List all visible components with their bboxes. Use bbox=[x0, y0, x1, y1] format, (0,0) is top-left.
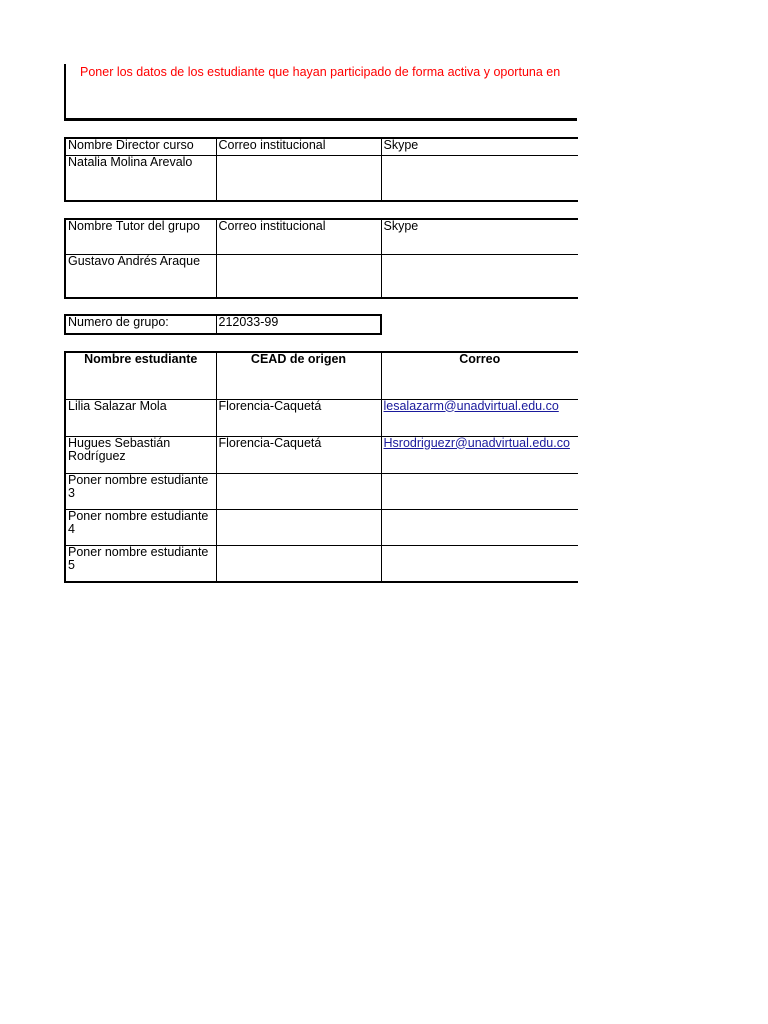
student-email-link[interactable]: lesalazarm@unadvirtual.edu.co bbox=[383, 399, 559, 413]
director-skype bbox=[381, 155, 578, 201]
student-name: Poner nombre estudiante 5 bbox=[65, 545, 216, 582]
students-header-email: Correo bbox=[381, 352, 578, 399]
student-email-cell bbox=[381, 473, 578, 509]
director-header-row bbox=[65, 138, 578, 155]
group-table bbox=[64, 314, 382, 335]
director-email bbox=[216, 155, 381, 201]
student-name: Poner nombre estudiante 3 bbox=[65, 473, 216, 509]
student-cead: Florencia-Caquetá bbox=[216, 436, 381, 473]
student-cead bbox=[216, 473, 381, 509]
tutor-name: Gustavo Andrés Araque bbox=[65, 254, 216, 298]
student-name: Poner nombre estudiante 4 bbox=[65, 509, 216, 545]
student-cead: Florencia-Caquetá bbox=[216, 399, 381, 436]
tutor-row bbox=[65, 254, 578, 298]
student-cead bbox=[216, 545, 381, 582]
tutor-header-name: Nombre Tutor del grupo bbox=[65, 219, 216, 254]
table-row bbox=[65, 473, 578, 509]
tutor-header-skype: Skype bbox=[381, 219, 578, 254]
tutor-table bbox=[64, 218, 578, 299]
instruction-box bbox=[64, 64, 577, 121]
group-value: 212033-99 bbox=[216, 315, 381, 334]
table-row bbox=[65, 399, 578, 436]
tutor-email bbox=[216, 254, 381, 298]
students-header-row bbox=[65, 352, 578, 399]
students-header-name: Nombre estudiante bbox=[65, 352, 216, 399]
student-name: Lilia Salazar Mola bbox=[65, 399, 216, 436]
director-header-name: Nombre Director curso bbox=[65, 138, 216, 155]
student-email-cell bbox=[381, 436, 578, 473]
group-label: Numero de grupo: bbox=[65, 315, 216, 334]
table-row bbox=[65, 509, 578, 545]
student-name: Hugues Sebastián Rodríguez bbox=[65, 436, 216, 473]
director-row bbox=[65, 155, 578, 201]
director-name: Natalia Molina Arevalo bbox=[65, 155, 216, 201]
student-email-cell bbox=[381, 545, 578, 582]
student-email-link[interactable]: Hsrodriguezr@unadvirtual.edu.co bbox=[383, 436, 570, 450]
student-cead bbox=[216, 509, 381, 545]
student-email-cell bbox=[381, 509, 578, 545]
table-row bbox=[65, 436, 578, 473]
director-table bbox=[64, 137, 578, 202]
tutor-skype bbox=[381, 254, 578, 298]
students-header-cead: CEAD de origen bbox=[216, 352, 381, 399]
students-table bbox=[64, 351, 578, 583]
tutor-header-email: Correo institucional bbox=[216, 219, 381, 254]
student-email-cell bbox=[381, 399, 578, 436]
instruction-text: Poner los datos de los estudiante que hayan participado de forma activa y oportuna en bbox=[80, 65, 561, 79]
group-row bbox=[65, 315, 381, 334]
director-header-skype: Skype bbox=[381, 138, 578, 155]
director-header-email: Correo institucional bbox=[216, 138, 381, 155]
table-row bbox=[65, 545, 578, 582]
tutor-header-row bbox=[65, 219, 578, 254]
